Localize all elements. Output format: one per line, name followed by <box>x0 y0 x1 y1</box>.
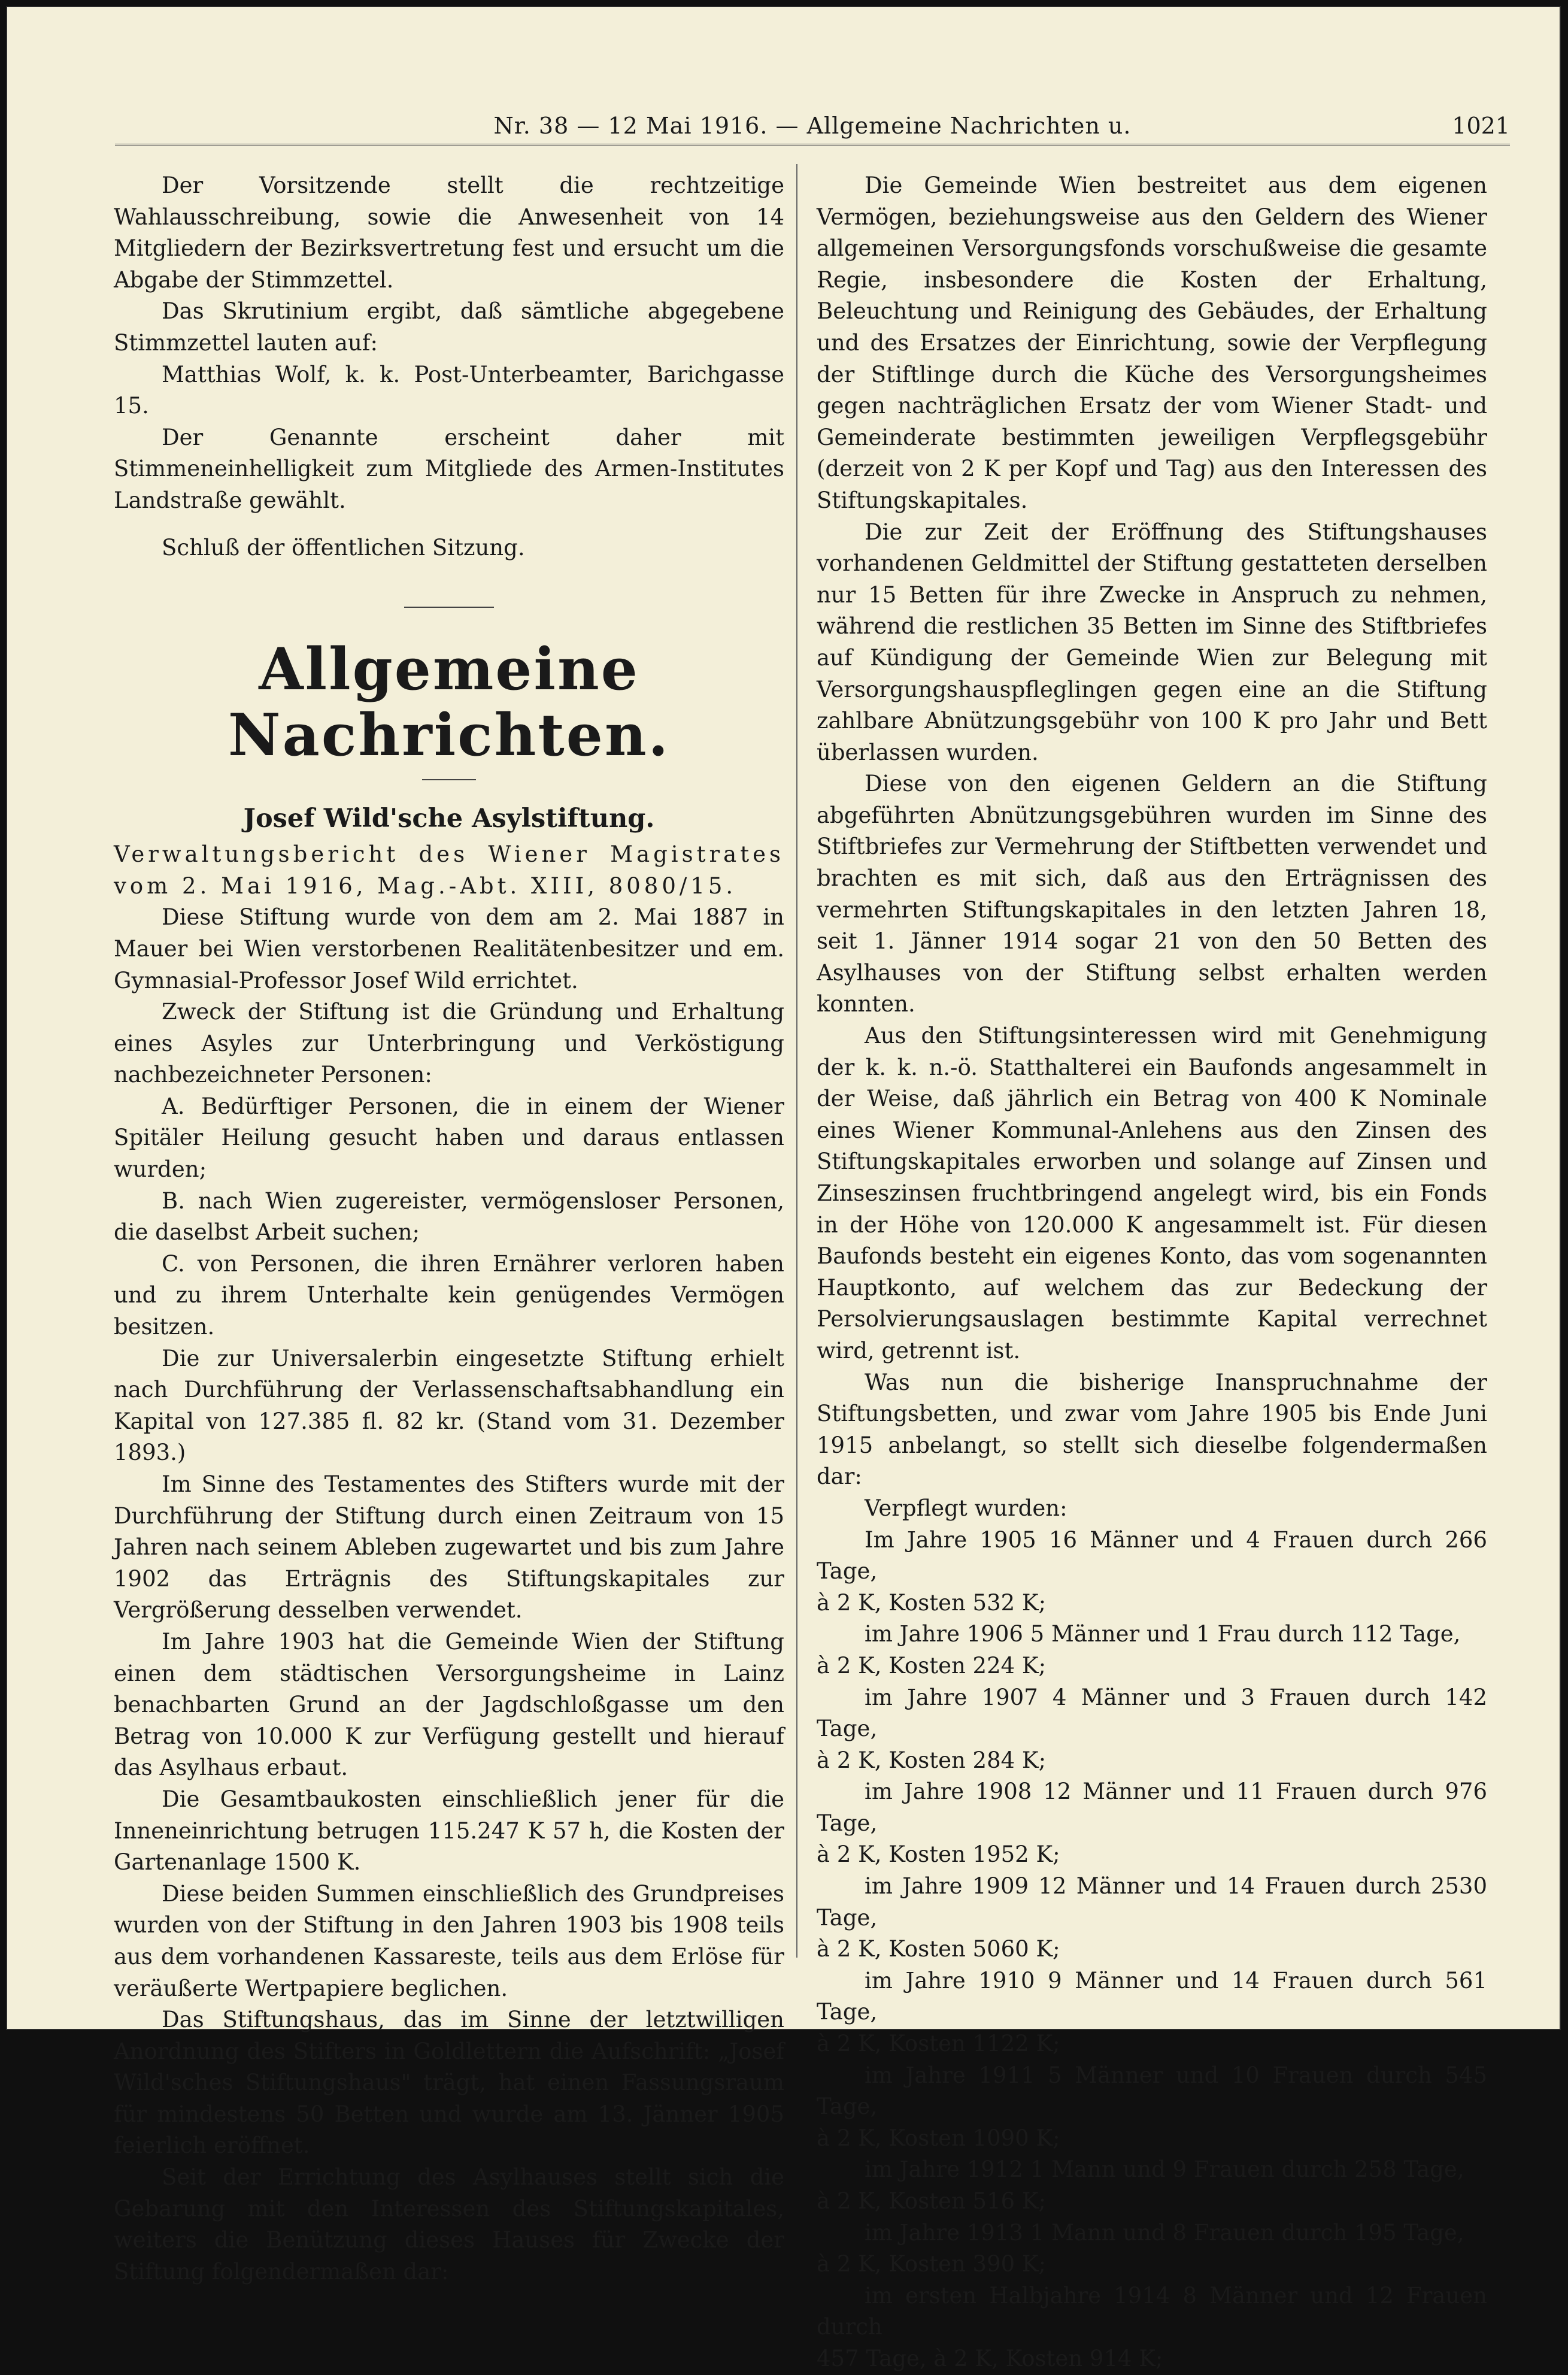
paragraph: Der Genannte erscheint daher mit Stimmeneinhelligkeit zum Mitgliede des Armen-Institutes Landstraße gewählt. <box>114 424 784 513</box>
paragraph: B. nach Wien zugereister, vermögensloser Personen, die daselbst Arbeit suchen; <box>114 1188 784 1246</box>
paragraph: C. von Personen, die ihren Ernährer verloren haben und zu ihrem Unterhalte kein genügendes Vermögen besitzen. <box>114 1250 784 1340</box>
paragraph: Im Sinne des Testamentes des Stifters wurde mit der Durchführung der Stiftung durch einen Zeitraum von 15 Jahren nach seinem Ableben zugewartet und bis zum Jahre 1902 das Erträgnis des Stiftungskapitales zur Vergrößerung desselben verwendet. <box>114 1471 784 1623</box>
visit-line: im Jahre 1909 12 Männer und 14 Frauen durch 2530 Tage, <box>817 1873 1487 1931</box>
paragraph: Das Stiftungshaus, das im Sinne der letztwilligen Anordnung des Stifters in Goldlettern die Aufschrift: „Josef Wild'sches Stiftungshaus" trägt, hat einen Fassungsraum für mindestens 50 Betten und wurde am 13. Jänner 1905 feierlich eröffnet. <box>114 2007 784 2159</box>
newspaper-page <box>6 6 1561 2371</box>
article-subtitle: Verwaltungsbericht des Wiener Magistrates vom 2. Mai 1916, Mag.-Abt. XIII, 8080/15. <box>114 841 784 899</box>
paragraph: Verpflegt wurden: <box>865 1495 1067 1521</box>
paragraph: Der Vorsitzende stellt die rechtzeitige Wahlausschreibung, sowie die Anwesenheit von 14 Mitgliedern der Bezirksvertretung fest und ersucht um die Abgabe der Stimmzettel. <box>114 172 784 293</box>
visit-line: im Jahre 1913 1 Mann und 8 Frauen durch 195 Tage, <box>865 2219 1464 2246</box>
list-item <box>817 2280 1487 2375</box>
section-title: Allgemeine Nachrichten. <box>228 635 671 770</box>
list-item <box>817 2218 1487 2280</box>
paragraph: Diese beiden Summen einschließlich des Grundpreises wurden von der Stiftung in den Jahren 1903 bis 1908 teils aus dem vorhandenen Kassareste, teils aus dem Erlöse für veräußerte Wertpapiere beglichen. <box>114 1880 784 2001</box>
running-head: Nr. 38 — 12 Mai 1916. — Allgemeine Nachrichten u. <box>493 113 1132 139</box>
paragraph: Was nun die bisherige Inanspruchnahme der Stiftungsbetten, und zwar vom Jahre 1905 bis Ende Juni 1915 anbelangt, so stellt sich dieselbe folgendermaßen dar: <box>817 1369 1487 1490</box>
list-item <box>817 1776 1487 1871</box>
visit-line: im Jahre 1908 12 Männer und 11 Frauen durch 976 Tage, <box>817 1779 1487 1836</box>
list-item <box>817 1871 1487 1965</box>
left-column <box>114 170 784 2288</box>
paragraph: Diese Stiftung wurde von dem am 2. Mai 1887 in Mauer bei Wien verstorbenen Realitätenbesitzer und em. Gymnasial-Professor Josef Wild errichtet. <box>114 904 784 993</box>
visit-cost: à 2 K, Kosten 516 K; <box>817 2188 1047 2214</box>
paragraph: Zweck der Stiftung ist die Gründung und Erhaltung eines Asyles zur Unterbringung und Verköstigung nachbezeichneter Personen: <box>114 999 784 1088</box>
paragraph: Matthias Wolf, k. k. Post-Unterbeamter, Barichgasse 15. <box>114 361 784 419</box>
list-item <box>817 1965 1487 2060</box>
visit-cost: à 2 K, Kosten 1952 K; <box>817 1841 1060 1868</box>
paragraph: Schluß der öffentlichen Sitzung. <box>162 534 525 561</box>
right-column <box>817 170 1487 2375</box>
visit-line: im ersten Halbjahre 1914 8 Männer und 12 Frauen durch <box>817 2282 1487 2340</box>
list-item <box>817 2154 1487 2217</box>
visit-cost: à 2 K, Kosten 532 K; <box>817 1589 1047 1616</box>
paragraph: A. Bedürftiger Personen, die in einem der Wiener Spitäler Heilung gesucht haben und daraus entlassen wurden; <box>114 1093 784 1183</box>
visit-cost: à 2 K, Kosten 284 K; <box>817 1747 1047 1773</box>
visit-cost: à 2 K, Kosten 1122 K; <box>817 2031 1060 2057</box>
paragraph: Die zur Universalerbin eingesetzte Stiftung erhielt nach Durchführung der Verlassenschaftsabhandlung ein Kapital von 127.385 fl. 82 kr. (Stand vom 31. Dezember 1893.) <box>114 1345 784 1466</box>
header-rule <box>115 144 1510 146</box>
paragraph: Aus den Stiftungsinteressen wird mit Genehmigung der k. k. n.-ö. Statthalterei ein Baufonds angesammelt in der Weise, daß jährlich ein Betrag von 400 K Nominale eines Wiener Kommunal-Anlehens aus den Zinsen des Stiftungskapitales erworben und solange auf Zinsen und Zinseszinsen fruchtbringend angelegt wird, bis ein Fonds in der Höhe von 120.000 K angesammelt ist. Für diesen Baufonds besteht ein eigenes Konto, das vom sogenannten Hauptkonto, auf welchem das zur Bedeckung der Persolvierungsauslagen bestimmte Kapital verrechnet wird, getrennt ist. <box>817 1023 1487 1364</box>
visit-cost: à 2 K, Kosten 5060 K; <box>817 1936 1060 1962</box>
visit-line: im Jahre 1906 5 Männer und 1 Frau durch 112 Tage, <box>865 1621 1461 1647</box>
visit-line: im Jahre 1907 4 Männer und 3 Frauen durch 142 Tage, <box>817 1684 1487 1742</box>
list-item <box>817 1619 1487 1682</box>
list-item <box>817 1682 1487 1777</box>
paragraph: Die zur Zeit der Eröffnung des Stiftungshauses vorhandenen Geldmittel der Stiftung gestatteten derselben nur 15 Betten für ihre Zwecke in Anspruch zu nehmen, während die restlichen 35 Betten im Sinne des Stiftbriefes auf Kündigung der Gemeinde Wien zur Belegung mit Versorgungshauspfleglingen gegen eine an die Stiftung zahlbare Abnützungsgebühr von 100 K pro Jahr und Bett überlassen wurden. <box>817 519 1487 765</box>
list-item <box>817 1525 1487 1619</box>
visit-line: Im Jahre 1905 16 Männer und 4 Frauen durch 266 Tage, <box>817 1526 1487 1585</box>
title-divider <box>422 779 476 780</box>
visit-cost: à 2 K, Kosten 224 K; <box>817 1652 1047 1679</box>
paragraph: Die Gesamtbaukosten einschließlich jener für die Inneneinrichtung betrugen 115.247 K 57 h, die Kosten der Gartenanlage 1500 K. <box>114 1786 784 1876</box>
visit-cost: 457 Tage, à 2 K, Kosten 914 K; <box>817 2345 1163 2371</box>
visit-line: im Jahre 1910 9 Männer und 14 Frauen durch 561 Tage, <box>817 1967 1487 2025</box>
paragraph: Seit der Errichtung des Asylhauses stellt sich die Gebarung mit den Interessen des Stiftungskapitales, weiters die Benützung dieses Hauses für Zwecke der Stiftung folgendermaßen dar: <box>114 2164 784 2285</box>
visit-cost: à 2 K, Kosten 390 K; <box>817 2251 1047 2277</box>
article-title: Josef Wild'sche Asylstiftung. <box>243 804 655 834</box>
paragraph: Im Jahre 1903 hat die Gemeinde Wien der Stiftung einen dem städtischen Versorgungsheime in Lainz benachbarten Grund an der Jagdschloßgasse um den Betrag von 10.000 K zur Verfügung gestellt und hierauf das Asylhaus erbaut. <box>114 1628 784 1781</box>
spacer <box>114 517 784 532</box>
visit-cost: à 2 K, Kosten 1090 K; <box>817 2125 1060 2151</box>
visit-line: im Jahre 1911 5 Männer und 10 Frauen durch 545 Tage, <box>817 2062 1487 2120</box>
column-divider <box>796 164 797 1958</box>
list-item <box>817 2060 1487 2155</box>
visit-line: im Jahre 1912 1 Mann und 9 Frauen durch 258 Tage, <box>865 2156 1464 2183</box>
section-divider <box>404 607 494 608</box>
paragraph: Die Gemeinde Wien bestreitet aus dem eigenen Vermögen, beziehungsweise aus den Geldern des Wiener allgemeinen Versorgungsfonds vorschußweise die gesamte Regie, insbesondere die Kosten der Erhaltung, Beleuchtung und Reinigung des Gebäudes, der Erhaltung und des Ersatzes der Einrichtung, sowie der Verpflegung der Stiftlinge durch die Küche des Versorgungsheimes gegen nachträglichen Ersatz der vom Wiener Stadt- und Gemeinderate bestimmten jeweiligen Verpflegsgebühr (derzeit von 2 K per Kopf und Tag) aus den Interessen des Stiftungskapitales. <box>817 172 1487 513</box>
paragraph: Diese von den eigenen Geldern an die Stiftung abgeführten Abnützungsgebühren wurden im Sinne des Stiftbriefes zur Vermehrung der Stiftbetten verwendet und brachten es mit sich, daß aus den Erträgnissen des vermehrten Stiftungskapitales in den letzten Jahren 18, seit 1. Jänner 1914 sogar 21 von den 50 Betten des Asylhauses von der Stiftung selbst erhalten werden konnten. <box>817 771 1487 1017</box>
paragraph: Das Skrutinium ergibt, daß sämtliche abgegebene Stimmzettel lauten auf: <box>114 298 784 356</box>
page-number: 1021 <box>1452 113 1510 139</box>
page-header <box>115 108 1510 144</box>
